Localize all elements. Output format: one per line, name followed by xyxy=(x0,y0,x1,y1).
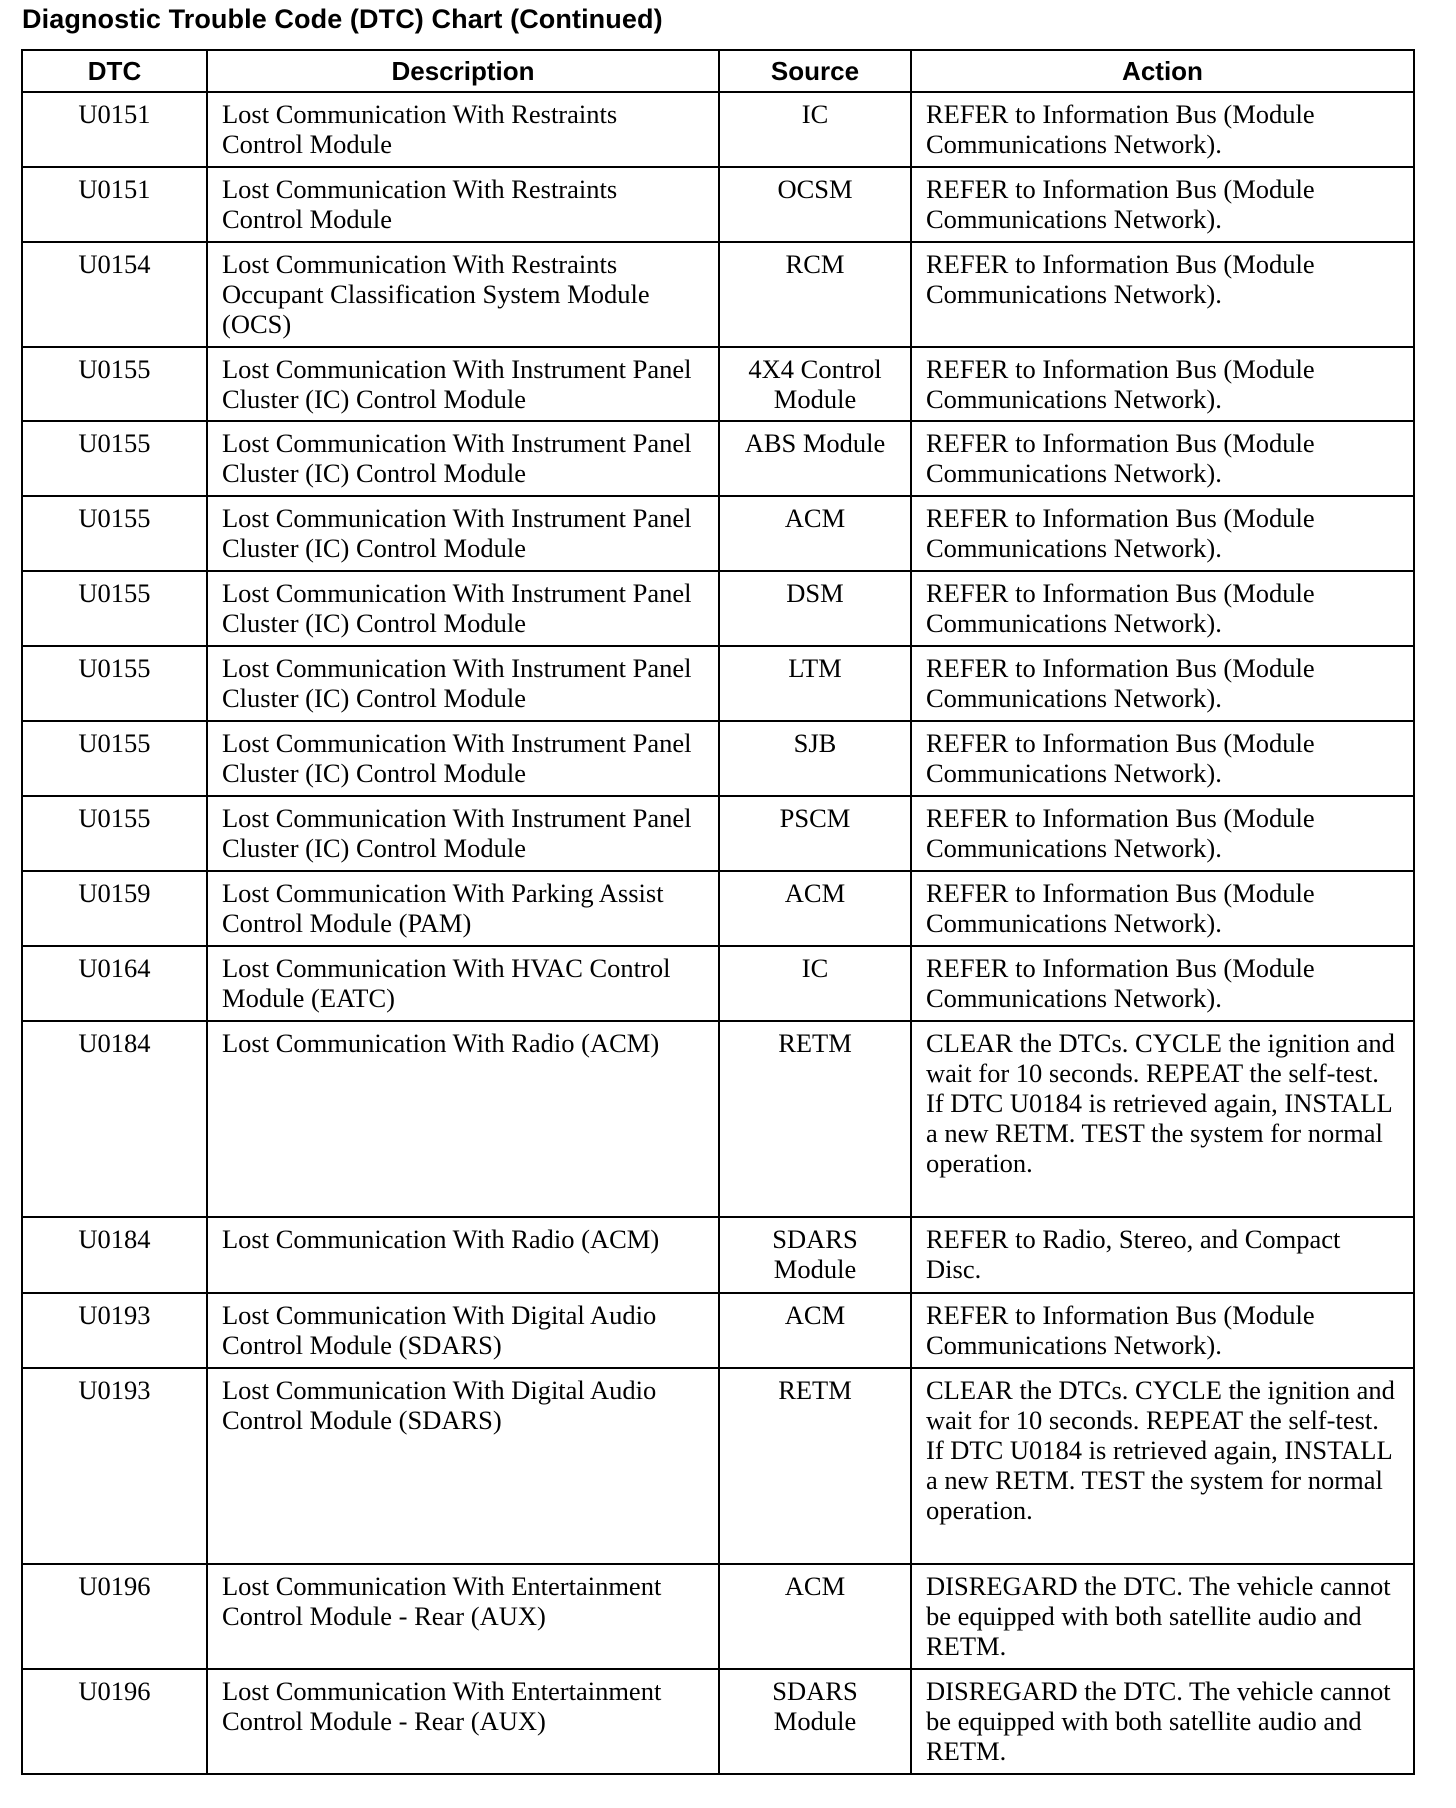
dtc-code: U0155 xyxy=(22,721,207,796)
dtc-code: U0196 xyxy=(22,1564,207,1669)
dtc-description: Lost Communication With Instrument Panel Cluster (IC) Control Module xyxy=(207,796,719,871)
dtc-source: RETM xyxy=(719,1368,911,1564)
dtc-code: U0159 xyxy=(22,871,207,946)
dtc-description: Lost Communication With Entertainment Control Module - Rear (AUX) xyxy=(207,1669,719,1774)
dtc-code: U0155 xyxy=(22,646,207,721)
table-row xyxy=(22,1021,1414,1217)
table-row xyxy=(22,721,1414,796)
dtc-source: PSCM xyxy=(719,796,911,871)
table-row xyxy=(22,421,1414,496)
table-row xyxy=(22,1669,1414,1774)
dtc-source: ACM xyxy=(719,871,911,946)
dtc-description: Lost Communication With Instrument Panel Cluster (IC) Control Module xyxy=(207,496,719,571)
dtc-source: IC xyxy=(719,946,911,1021)
dtc-description: Lost Communication With Digital Audio Control Module (SDARS) xyxy=(207,1293,719,1368)
dtc-action: REFER to Information Bus (Module Communications Network). xyxy=(911,92,1414,167)
dtc-action: DISREGARD the DTC. The vehicle cannot be equipped with both satellite audio and RETM. xyxy=(911,1669,1414,1774)
dtc-source: IC xyxy=(719,92,911,167)
dtc-action: REFER to Information Bus (Module Communications Network). xyxy=(911,571,1414,646)
dtc-source: 4X4 Control Module xyxy=(719,347,911,421)
dtc-description: Lost Communication With HVAC Control Module (EATC) xyxy=(207,946,719,1021)
dtc-action: CLEAR the DTCs. CYCLE the ignition and wait for 10 seconds. REPEAT the self-test. If DTC U0184 is retrieved again, INSTALL a new RETM. TEST the system for normal operation. xyxy=(911,1021,1414,1217)
header-action: Action xyxy=(911,50,1414,92)
header-dtc: DTC xyxy=(22,50,207,92)
table-row xyxy=(22,242,1414,347)
dtc-action: REFER to Information Bus (Module Communications Network). xyxy=(911,721,1414,796)
dtc-code: U0184 xyxy=(22,1021,207,1217)
dtc-source: ACM xyxy=(719,1293,911,1368)
dtc-code: U0151 xyxy=(22,92,207,167)
dtc-source: ABS Module xyxy=(719,421,911,496)
dtc-action: REFER to Information Bus (Module Communications Network). xyxy=(911,1293,1414,1368)
table-row xyxy=(22,1293,1414,1368)
table-row xyxy=(22,1368,1414,1564)
dtc-action: REFER to Information Bus (Module Communications Network). xyxy=(911,796,1414,871)
dtc-action: REFER to Information Bus (Module Communications Network). xyxy=(911,421,1414,496)
page-title: Diagnostic Trouble Code (DTC) Chart (Continued) xyxy=(22,4,663,34)
dtc-code: U0196 xyxy=(22,1669,207,1774)
table-row xyxy=(22,92,1414,167)
dtc-action: REFER to Information Bus (Module Communications Network). xyxy=(911,167,1414,242)
dtc-action: CLEAR the DTCs. CYCLE the ignition and wait for 10 seconds. REPEAT the self-test. If DTC U0184 is retrieved again, INSTALL a new RETM. TEST the system for normal operation. xyxy=(911,1368,1414,1564)
dtc-description: Lost Communication With Instrument Panel Cluster (IC) Control Module xyxy=(207,571,719,646)
dtc-action: REFER to Information Bus (Module Communications Network). xyxy=(911,646,1414,721)
dtc-source: RCM xyxy=(719,242,911,347)
dtc-source: ACM xyxy=(719,496,911,571)
dtc-source: SDARS Module xyxy=(719,1217,911,1293)
dtc-table xyxy=(21,49,1415,1775)
dtc-action: REFER to Information Bus (Module Communications Network). xyxy=(911,347,1414,421)
dtc-description: Lost Communication With Digital Audio Control Module (SDARS) xyxy=(207,1368,719,1564)
dtc-code: U0155 xyxy=(22,496,207,571)
dtc-code: U0164 xyxy=(22,946,207,1021)
dtc-source: SJB xyxy=(719,721,911,796)
dtc-description: Lost Communication With Instrument Panel Cluster (IC) Control Module xyxy=(207,347,719,421)
dtc-code: U0193 xyxy=(22,1293,207,1368)
dtc-description: Lost Communication With Radio (ACM) xyxy=(207,1021,719,1217)
dtc-code: U0193 xyxy=(22,1368,207,1564)
dtc-code: U0155 xyxy=(22,571,207,646)
header-row xyxy=(22,50,1414,92)
table-row xyxy=(22,1217,1414,1293)
table-row xyxy=(22,571,1414,646)
dtc-source: SDARS Module xyxy=(719,1669,911,1774)
table-row xyxy=(22,496,1414,571)
header-source: Source xyxy=(719,50,911,92)
table-row xyxy=(22,796,1414,871)
dtc-action: REFER to Information Bus (Module Communications Network). xyxy=(911,946,1414,1021)
table-row xyxy=(22,167,1414,242)
dtc-code: U0155 xyxy=(22,796,207,871)
dtc-action: REFER to Information Bus (Module Communications Network). xyxy=(911,871,1414,946)
dtc-code: U0151 xyxy=(22,167,207,242)
dtc-action: REFER to Information Bus (Module Communications Network). xyxy=(911,496,1414,571)
dtc-code: U0155 xyxy=(22,347,207,421)
dtc-description: Lost Communication With Instrument Panel Cluster (IC) Control Module xyxy=(207,421,719,496)
dtc-action: REFER to Information Bus (Module Communications Network). xyxy=(911,242,1414,347)
dtc-description: Lost Communication With Instrument Panel Cluster (IC) Control Module xyxy=(207,646,719,721)
dtc-description: Lost Communication With Restraints Control Module xyxy=(207,92,719,167)
dtc-action: DISREGARD the DTC. The vehicle cannot be equipped with both satellite audio and RETM. xyxy=(911,1564,1414,1669)
dtc-source: OCSM xyxy=(719,167,911,242)
dtc-description: Lost Communication With Parking Assist Control Module (PAM) xyxy=(207,871,719,946)
dtc-description: Lost Communication With Restraints Occupant Classification System Module (OCS) xyxy=(207,242,719,347)
header-description: Description xyxy=(207,50,719,92)
dtc-description: Lost Communication With Entertainment Control Module - Rear (AUX) xyxy=(207,1564,719,1669)
dtc-source: ACM xyxy=(719,1564,911,1669)
table-row xyxy=(22,347,1414,421)
table-row xyxy=(22,946,1414,1021)
dtc-source: DSM xyxy=(719,571,911,646)
dtc-description: Lost Communication With Instrument Panel Cluster (IC) Control Module xyxy=(207,721,719,796)
dtc-source: LTM xyxy=(719,646,911,721)
dtc-description: Lost Communication With Restraints Control Module xyxy=(207,167,719,242)
table-row xyxy=(22,646,1414,721)
table-row xyxy=(22,871,1414,946)
dtc-description: Lost Communication With Radio (ACM) xyxy=(207,1217,719,1293)
dtc-action: REFER to Radio, Stereo, and Compact Disc. xyxy=(911,1217,1414,1293)
table-row xyxy=(22,1564,1414,1669)
dtc-source: RETM xyxy=(719,1021,911,1217)
dtc-code: U0154 xyxy=(22,242,207,347)
dtc-code: U0184 xyxy=(22,1217,207,1293)
dtc-code: U0155 xyxy=(22,421,207,496)
